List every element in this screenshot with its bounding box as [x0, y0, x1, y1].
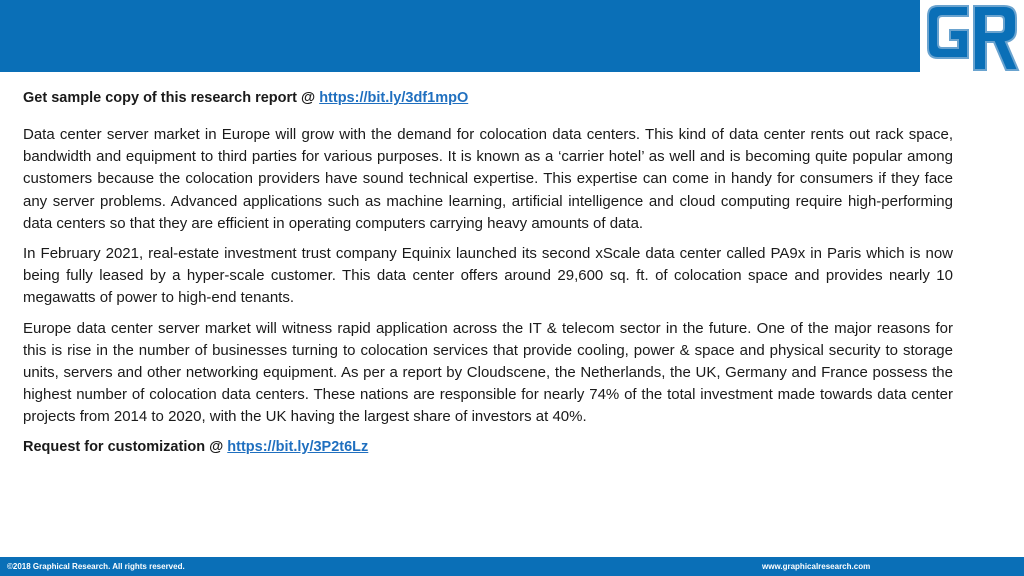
footer-copyright: ©2018 Graphical Research. All rights reserved. — [7, 562, 185, 571]
customization-link[interactable]: https://bit.ly/3P2t6Lz — [227, 438, 369, 455]
paragraph-equinix: In February 2021, real-estate investment trust company Equinix launched its second xScale data center called PA9x in Paris which is now being fully leased by a hyper-scale customer. This data center offers around 29,600 sq. ft. of colocation space and provides nearly 10 megawatts of power to high-end tenants. — [23, 245, 953, 307]
footer-band — [0, 557, 1024, 576]
gr-logo-icon — [924, 0, 1020, 72]
sample-copy-link[interactable]: https://bit.ly/3df1mpO — [319, 90, 469, 106]
header-band — [0, 0, 1024, 72]
customization-label: Request for customization @ — [23, 438, 228, 455]
company-logo — [920, 0, 1024, 72]
footer-website: www.graphicalresearch.com — [762, 562, 871, 571]
sample-copy-request — [23, 87, 953, 109]
paragraph-europe-outlook: Europe data center server market will witness rapid application across the IT & telecom sector in the future. One of the major reasons for this is rise in the number of businesses turning to colocation services that provide cooling, power & space and physical security to storage units, servers and other networking equipment. As per a report by Cloudscene, the Netherlands, the UK, Germany and France possess the highest number of colocation data centers. These nations are responsible for nearly 74% of the total investment made towards data center projects from 2014 to 2020, with the UK having the largest share of investors at 40%. — [23, 319, 953, 426]
report-content — [23, 87, 953, 458]
customization-request — [23, 436, 953, 458]
sample-copy-label: Get sample copy of this research report @ — [23, 90, 320, 106]
paragraph-market-overview: Data center server market in Europe will grow with the demand for colocation data centers. This kind of data center rents out rack space, bandwidth and equipment to third parties for various purposes. It is known as a ‘carrier hotel’ as well and is becoming quite popular among customers because the colocation providers have sound technical expertise. This expertise can come in handy for consumers if they face any server problems. Advanced applications such as machine learning, artificial intelligence and cloud computing require high-performing data centers so that they are efficient in operating computers carrying heavy amounts of data. — [23, 126, 953, 232]
